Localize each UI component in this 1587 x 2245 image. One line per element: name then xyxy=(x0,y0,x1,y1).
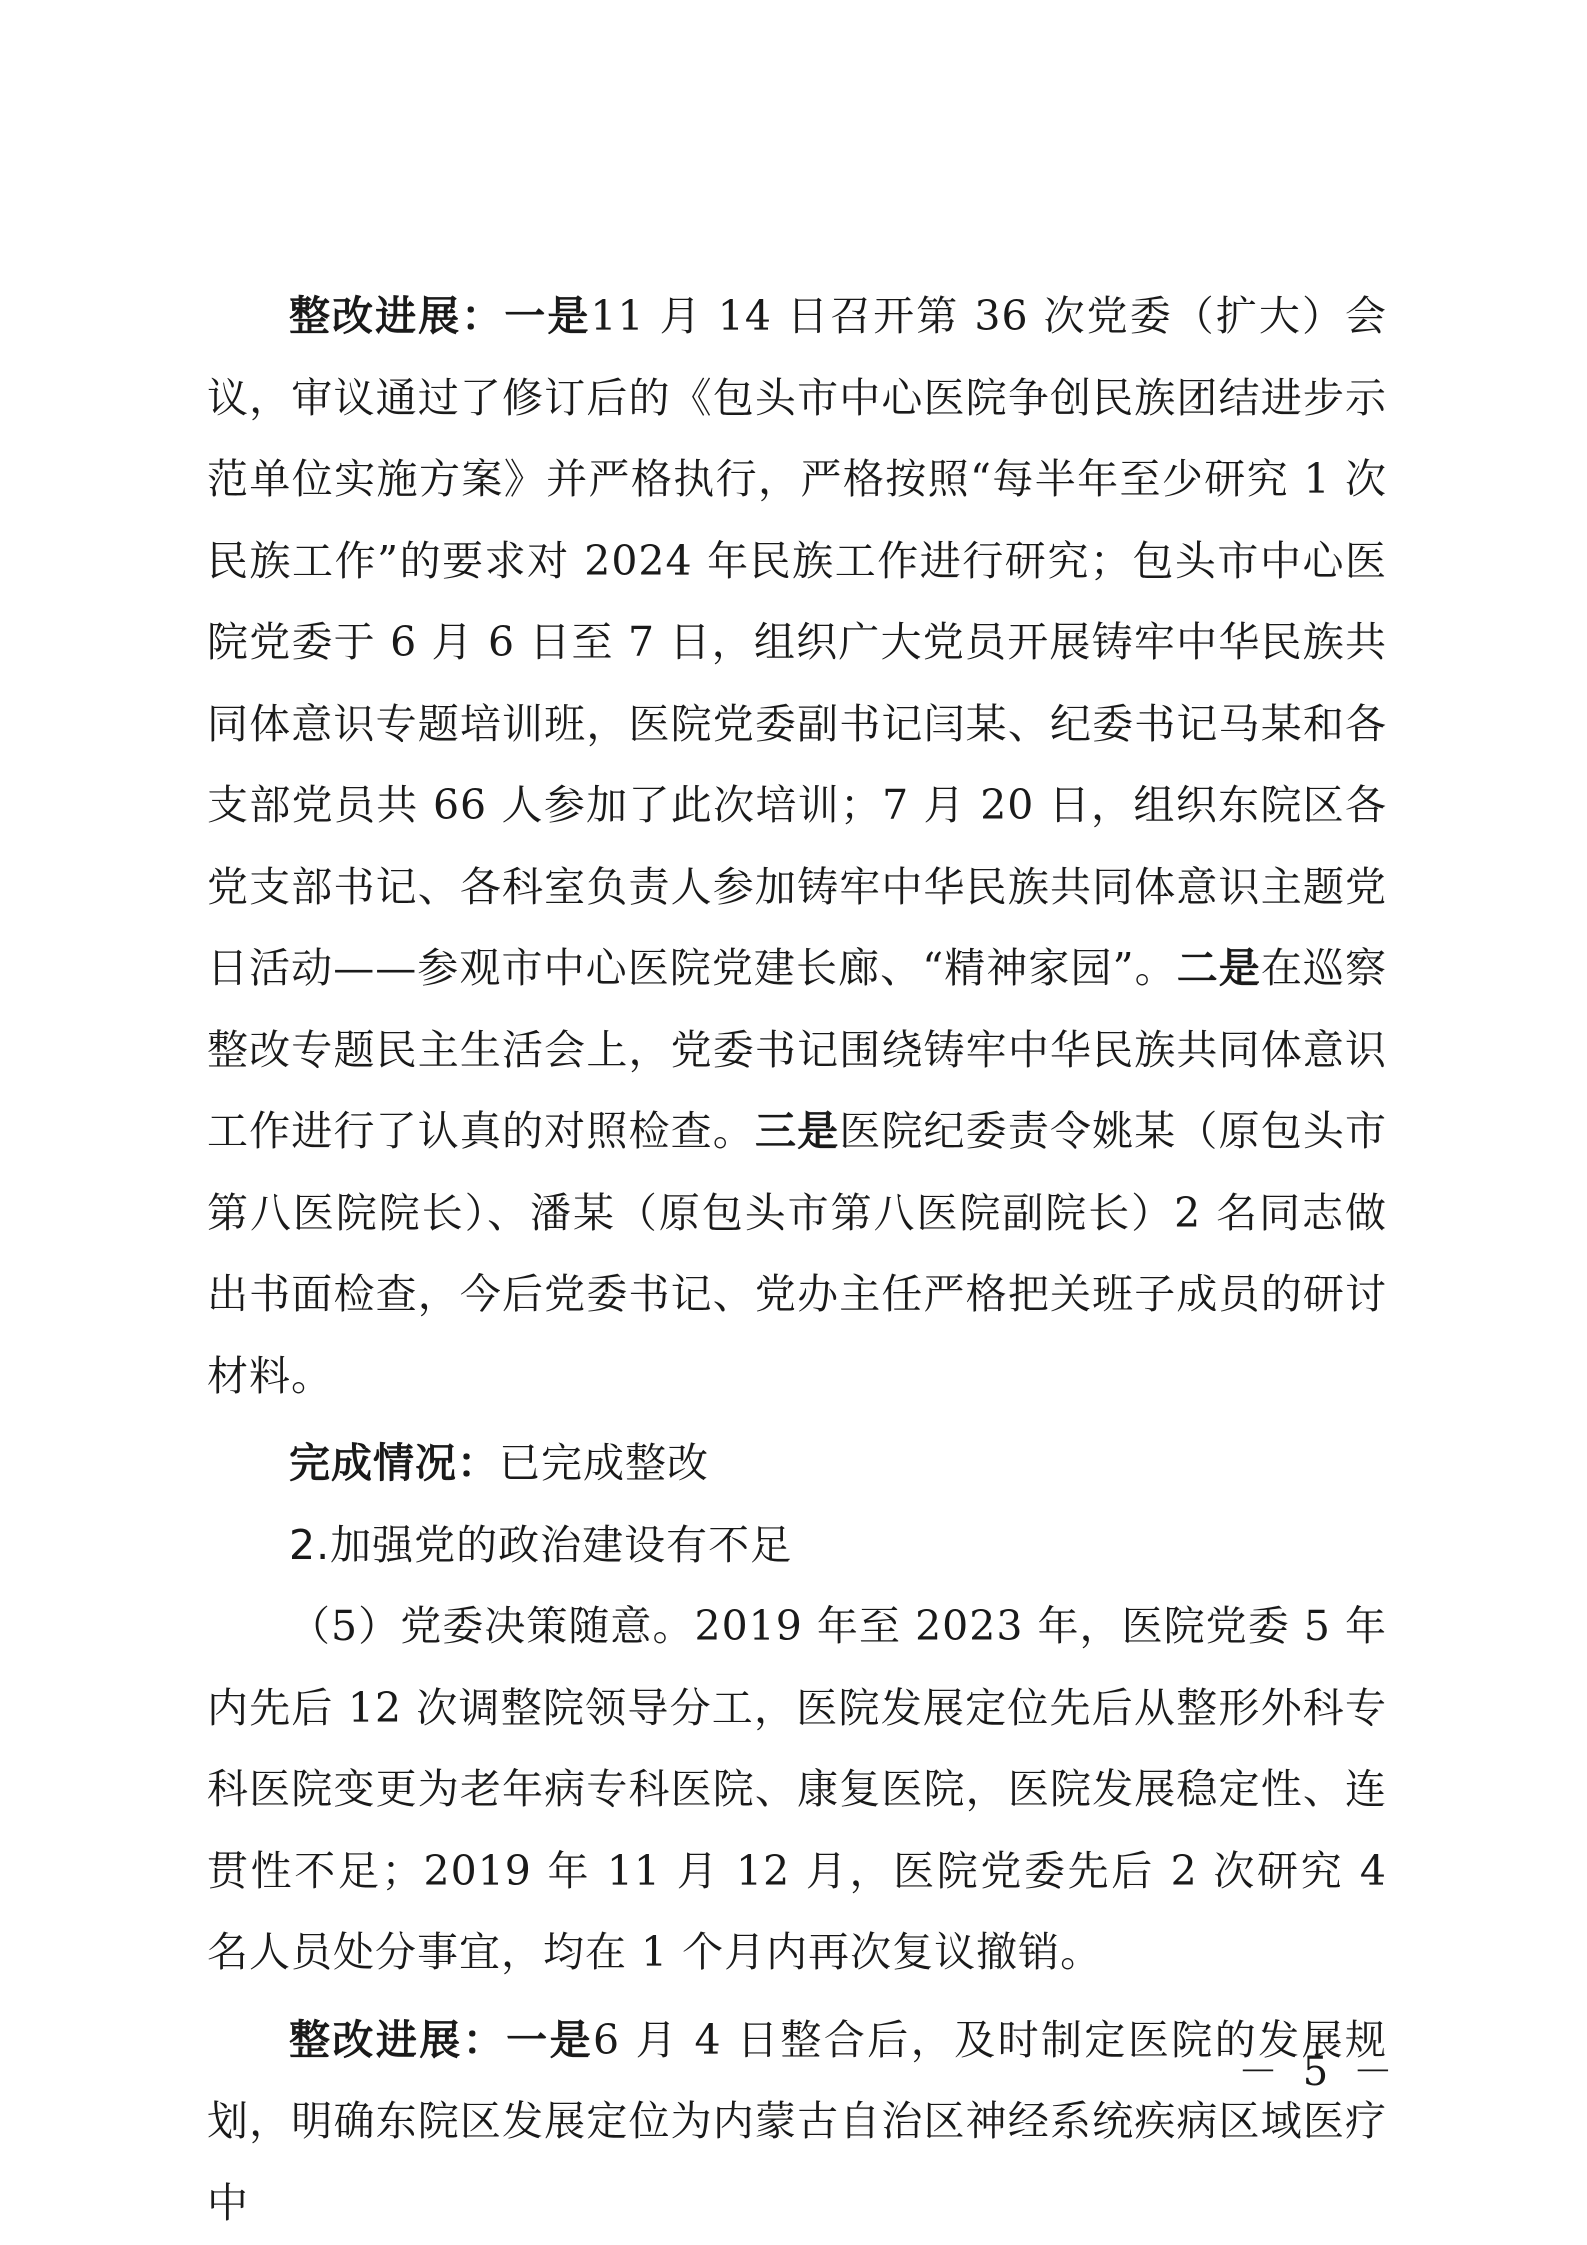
section-heading xyxy=(207,1505,1387,1587)
point-two-label: 二是 xyxy=(1176,944,1261,992)
page-number: － 5 － xyxy=(1238,2049,1399,2095)
completion-status-text: 已完成整改 xyxy=(499,1439,709,1487)
label-rectification-progress-2: 整改进展： xyxy=(289,2015,507,2064)
document-body xyxy=(207,276,1387,2244)
point-three-label: 三是 xyxy=(754,1107,840,1155)
point-one-text-2: 6 月 4 日整合后，及时制定医院的发展规划，明确东院区发展定位为内蒙古自治区神经系统疾病区域医疗中 xyxy=(207,2015,1388,2227)
paragraph-rectification-progress-1 xyxy=(207,276,1387,1417)
paragraph-completion-status xyxy=(207,1423,1387,1505)
point-one-label-2: 一是 xyxy=(506,2015,594,2064)
point-three-text: 医院纪委责令姚某（原包头市第八医院院长）、潘某（原包头市第八医院副院长）2 名同志做出书面检查，今后党委书记、党办主任严格把关班子成员的研讨材料。 xyxy=(207,1107,1388,1400)
section-heading-text: 2.加强党的政治建设有不足 xyxy=(289,1520,793,1569)
point-two-text: 在巡察整改专题民主生活会上，党委书记围绕铸牢中华民族共同体意识工作进行了认真的对照检查。 xyxy=(207,944,1388,1155)
paragraph-issue-5 xyxy=(207,1586,1387,1994)
issue-5-text: （5）党委决策随意。2019 年至 2023 年，医院党委 5 年内先后 12 次调整院领导分工，医院发展定位先后从整形外科专科医院变更为老年病专科医院、康复医院，医院发展稳定性、连贯性不足；2019 年 11 月 12 月，医院党委先后 2 次研究 4 名人员处分事宜，均在 1 个月内再次复议撤销。 xyxy=(207,1602,1387,1976)
paragraph-rectification-progress-2 xyxy=(207,2000,1387,2245)
point-one-label: 一是 xyxy=(504,292,591,340)
point-one-text: 11 月 14 日召开第 36 次党委（扩大）会议，审议通过了修订后的《包头市中心医院争创民族团结进步示范单位实施方案》并严格执行，严格按照“每半年至少研究 1 次民族工作”的要求对 2024 年民族工作进行研究；包头市中心医院党委于 6 月 6 日至 7 日，组织广大党员开展铸牢中华民族共同体意识专题培训班，医院党委副书记闫某、纪委书记马某和各支部党员共 66 人参加了此次培训；7 月 20 日，组织东院区各党支部书记、各科室负责人参加铸牢中华民族共同体意识主题党日活动——参观市中心医院党建长廊、“精神家园”。 xyxy=(207,292,1387,992)
label-completion-status: 完成情况： xyxy=(289,1439,499,1487)
label-rectification-progress: 整改进展： xyxy=(289,292,505,340)
